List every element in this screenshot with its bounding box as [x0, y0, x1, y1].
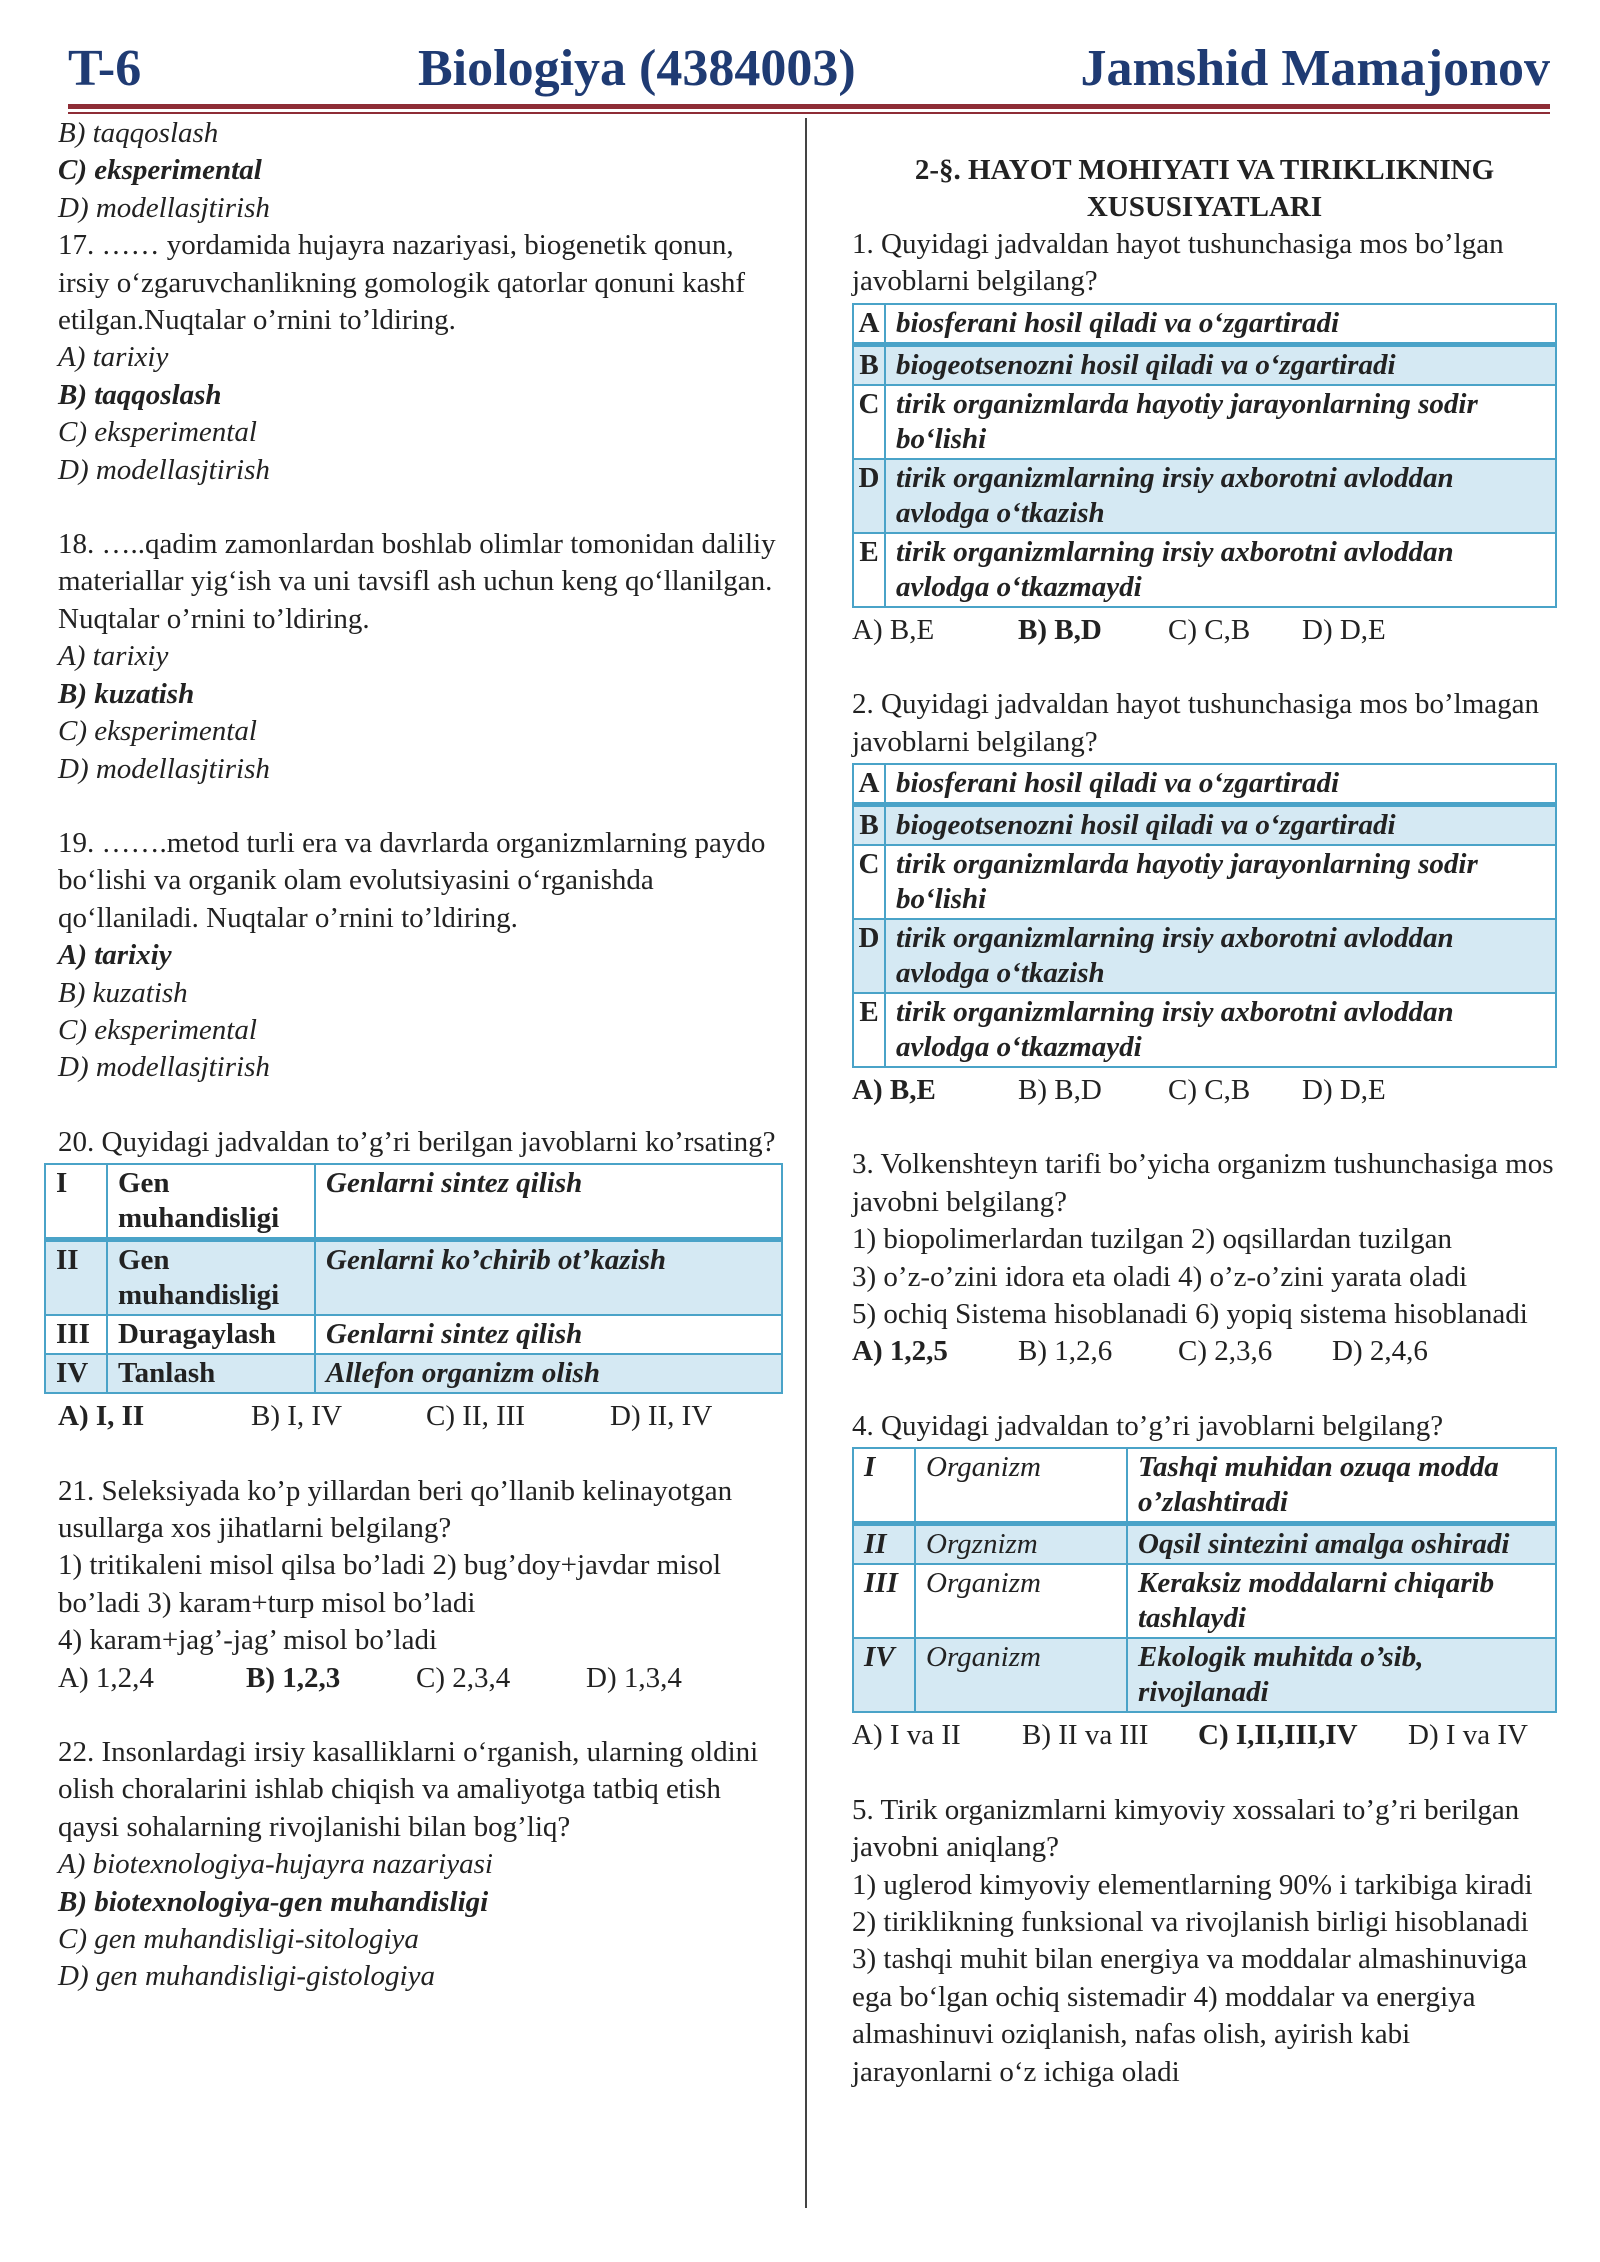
- q19-option-a: A) tarixiy: [58, 939, 172, 972]
- row-field: Tanlash: [107, 1354, 315, 1393]
- r-q4-table: [852, 1447, 1557, 1713]
- answer-option: C) I,II,III,IV: [1198, 1719, 1358, 1752]
- answer-option: C) 2,3,4: [416, 1661, 511, 1694]
- answer-option: B) B,D: [1018, 613, 1102, 646]
- row-key: D: [853, 919, 885, 993]
- row-key: D: [853, 459, 885, 533]
- q18-option-d: D) modellasjtirish: [58, 752, 270, 785]
- table-row: [853, 845, 1556, 919]
- row-key: C: [853, 385, 885, 459]
- table-row: [45, 1164, 782, 1240]
- row-number: II: [853, 1524, 915, 1565]
- header-rule-thin: [68, 112, 1550, 114]
- row-value: tirik organizmlarda hayotiy jarayonlarning sodir bo‘lishi: [885, 385, 1556, 459]
- row-value: biosferani hosil qiladi va o‘zgartiradi: [885, 304, 1556, 345]
- column-divider: [805, 118, 807, 2208]
- table-row: [853, 1448, 1556, 1524]
- q17-option-d: D) modellasjtirish: [58, 453, 270, 486]
- row-key: A: [853, 304, 885, 345]
- row-desc: Allefon organizm olish: [315, 1354, 782, 1393]
- q22-option-d: D) gen muhandisligi-gistologiya: [58, 1960, 435, 1993]
- table-row: [45, 1354, 782, 1393]
- r-q5-text: 5. Tirik organizmlarni kimyoviy xossalari to’g’ri berilgan javobni aniqlang?: [852, 1793, 1520, 1864]
- left-column: [58, 115, 783, 1996]
- row-key: E: [853, 993, 885, 1067]
- row-number: IV: [853, 1638, 915, 1712]
- row-desc: Ekologik muhitda o’sib, rivojlanadi: [1127, 1638, 1556, 1712]
- answer-option: A) I va II: [852, 1719, 961, 1752]
- q18-option-a: A) tarixiy: [58, 640, 169, 673]
- row-name: Orgznizm: [915, 1524, 1127, 1565]
- row-value: biosferani hosil qiladi va o‘zgartiradi: [885, 764, 1556, 805]
- answer-option: B) II va III: [1022, 1719, 1149, 1752]
- answer-option: D) 1,3,4: [586, 1661, 682, 1694]
- q19-option-d: D) modellasjtirish: [58, 1051, 270, 1084]
- answer-option: A) 1,2,4: [58, 1661, 154, 1694]
- answer-option: C) 2,3,6: [1178, 1335, 1273, 1368]
- q21-line2: 4) karam+jag’-jag’ misol bo’ladi: [58, 1624, 437, 1657]
- row-number: IV: [45, 1354, 107, 1393]
- answer-option: A) B,E: [852, 613, 935, 646]
- row-name: Organizm: [915, 1638, 1127, 1712]
- r-q1-table: [852, 303, 1557, 608]
- row-value: tirik organizmlarda hayotiy jarayonlarning sodir bo‘lishi: [885, 845, 1556, 919]
- row-number: I: [853, 1448, 915, 1524]
- r-q2-table: [852, 763, 1557, 1068]
- table-row: [853, 533, 1556, 607]
- r-q1-text: 1. Quyidagi jadvaldan hayot tushunchasiga mos bo’lgan javoblarni belgilang?: [852, 228, 1504, 298]
- row-field: Duragaylash: [107, 1315, 315, 1354]
- row-name: Organizm: [915, 1564, 1127, 1638]
- q17-option-b: B) taqqoslash: [58, 378, 222, 411]
- row-number: III: [853, 1564, 915, 1638]
- q20-answers: [58, 1398, 783, 1435]
- test-number: T-6: [68, 40, 142, 97]
- row-desc: Genlarni sintez qilish: [315, 1164, 782, 1240]
- author-name: Jamshid Mamajonov: [1080, 40, 1550, 97]
- q21-answers: [58, 1660, 783, 1697]
- q20-table: [44, 1163, 783, 1394]
- table-row: [853, 805, 1556, 846]
- row-desc: Keraksiz moddalarni chiqarib tashlaydi: [1127, 1564, 1556, 1638]
- q17-option-a: A) tarixiy: [58, 341, 169, 374]
- q20-text: 20. Quyidagi jadvaldan to’g’ri berilgan javoblarni ko’rsating?: [58, 1125, 776, 1158]
- row-number: I: [45, 1164, 107, 1240]
- r-q3-text: 3. Volkenshteyn tarifi bo’yicha organizm tushunchasiga mos javobni belgilang?: [852, 1148, 1554, 1218]
- q19-text: 19. …….metod turli era va davrlarda organizmlarning paydo bo‘lishi va organik olam evolutsiyasini o‘rganishda qo‘llaniladi. Nuqtalar o’rnini to’ldiring.: [58, 826, 766, 934]
- q18-text: 18. …..qadim zamonlardan boshlab olimlar tomonidan daliliy materiallar yig‘ish va uni tavsifl ash uchun keng qo‘llanilgan. Nuqtalar o’rnini to’ldiring.: [58, 528, 776, 635]
- table-row: [853, 1638, 1556, 1712]
- header-rule-thick: [68, 104, 1550, 109]
- answer-option: D) II, IV: [610, 1400, 713, 1433]
- row-key: B: [853, 344, 885, 385]
- row-value: biogeotsenozni hosil qiladi va o‘zgartiradi: [885, 344, 1556, 385]
- r-q3-answers: [852, 1333, 1557, 1370]
- row-value: tirik organizmlarning irsiy axborotni avloddan avlodga o‘tkazish: [885, 459, 1556, 533]
- q22-option-a: A) biotexnologiya-hujayra nazariyasi: [58, 1848, 493, 1881]
- table-row: [853, 304, 1556, 345]
- q18-option-b: B) kuzatish: [58, 677, 195, 710]
- table-row: [853, 764, 1556, 805]
- row-desc: Tashqi muhidan ozuqa modda o’zlashtiradi: [1127, 1448, 1556, 1524]
- answer-option: B) I, IV: [251, 1400, 343, 1433]
- r-q3-line3: 5) ochiq Sistema hisoblanadi 6) yopiq sistema hisoblanadi: [852, 1298, 1528, 1331]
- page-header: [68, 38, 1550, 100]
- row-value: tirik organizmlarning irsiy axborotni avloddan avlodga o‘tkazish: [885, 919, 1556, 993]
- q19-option-b: B) kuzatish: [58, 976, 188, 1009]
- table-row: [853, 919, 1556, 993]
- answer-option: C) II, III: [426, 1400, 526, 1433]
- r-q3-line2: 3) o’z-o’zini idora eta oladi 4) o’z-o’zini yarata oladi: [852, 1260, 1468, 1293]
- row-number: III: [45, 1315, 107, 1354]
- table-row: [853, 459, 1556, 533]
- answer-option: A) I, II: [58, 1400, 145, 1433]
- table-row: [853, 344, 1556, 385]
- r-q2-answers: [852, 1072, 1557, 1109]
- q16-option-b: B) taqqoslash: [58, 117, 219, 149]
- right-column: [852, 152, 1557, 2091]
- q16-option-c: C) eksperimental: [58, 154, 262, 187]
- q17-text: 17. …… yordamida hujayra nazariyasi, biogenetik qonun, irsiy o‘zgaruvchanlikning gomologik qatorlar qonuni kashf etilgan.Nuqtalar o’rnini to’ldiring.: [58, 229, 745, 337]
- answer-option: A) 1,2,5: [852, 1335, 948, 1368]
- table-row: [853, 993, 1556, 1067]
- r-q5-body: 1) uglerod kimyoviy elementlarning 90% i tarkibiga kiradi 2) tiriklikning funksional va rivojlanish birligi hisoblanadi 3) tashqi muhit bilan energiya va moddalar almashinuviga ega bo‘lgan ochiq sistemadir 4) moddalar va energiya almashinuvi oziqlanish, nafas olish, ayirish kabi jarayonlarni o‘z ichiga oladi: [852, 1868, 1533, 2088]
- row-desc: Oqsil sintezini amalga oshiradi: [1127, 1524, 1556, 1565]
- answer-option: B) 1,2,6: [1018, 1335, 1113, 1368]
- row-field: Gen muhandisligi: [107, 1240, 315, 1316]
- q22-option-c: C) gen muhandisligi-sitologiya: [58, 1923, 419, 1956]
- q16-option-d: D) modellasjtirish: [58, 191, 270, 224]
- answer-option: D) D,E: [1302, 613, 1386, 646]
- answer-option: B) 1,2,3: [246, 1661, 341, 1694]
- row-value: biogeotsenozni hosil qiladi va o‘zgartiradi: [885, 805, 1556, 846]
- r-q1-answers: [852, 612, 1557, 649]
- table-row: [853, 1524, 1556, 1565]
- q21-line1: 1) tritikaleni misol qilsa bo’ladi 2) bug’doy+javdar misol bo’ladi 3) karam+turp misol bo’ladi: [58, 1549, 722, 1619]
- answer-option: D) 2,4,6: [1332, 1335, 1428, 1368]
- answer-option: D) D,E: [1302, 1074, 1386, 1107]
- answer-option: C) C,B: [1168, 1074, 1251, 1107]
- q17-option-c: C) eksperimental: [58, 416, 257, 449]
- row-key: E: [853, 533, 885, 607]
- row-key: B: [853, 805, 885, 846]
- table-row: [45, 1315, 782, 1354]
- row-value: tirik organizmlarning irsiy axborotni avloddan avlodga o‘tkazmaydi: [885, 533, 1556, 607]
- row-name: Organizm: [915, 1448, 1127, 1524]
- q19-option-c: C) eksperimental: [58, 1013, 257, 1046]
- row-value: tirik organizmlarning irsiy axborotni avloddan avlodga o‘tkazmaydi: [885, 993, 1556, 1067]
- row-field: Gen muhandisligi: [107, 1164, 315, 1240]
- row-key: C: [853, 845, 885, 919]
- r-q4-text: 4. Quyidagi jadvaldan to’g’ri javoblarni belgilang?: [852, 1409, 1444, 1442]
- q22-text: 22. Insonlardagi irsiy kasalliklarni o‘rganish, ularning oldini olish choralarini ishlab chiqish va amaliyotga tatbiq etish qaysi sohalarning rivojlanishi bilan bog’liq?: [58, 1736, 759, 1843]
- table-row: [45, 1240, 782, 1316]
- table-row: [853, 385, 1556, 459]
- table-row: [853, 1564, 1556, 1638]
- r-q4-answers: [852, 1717, 1557, 1754]
- answer-option: A) B,E: [852, 1074, 936, 1107]
- answer-option: D) I va IV: [1408, 1719, 1528, 1752]
- q18-option-c: C) eksperimental: [58, 715, 257, 748]
- r-q2-text: 2. Quyidagi jadvaldan hayot tushunchasiga mos bo’lmagan javoblarni belgilang?: [852, 688, 1539, 758]
- answer-option: C) C,B: [1168, 613, 1251, 646]
- q22-option-b: B) biotexnologiya-gen muhandisligi: [58, 1885, 489, 1918]
- r-q3-line1: 1) biopolimerlardan tuzilgan 2) oqsillardan tuzilgan: [852, 1223, 1452, 1256]
- answer-option: B) B,D: [1018, 1074, 1102, 1107]
- row-number: II: [45, 1240, 107, 1316]
- section-title: 2-§. HAYOT MOHIYATI VA TIRIKLIKNING XUSUSIYATLARI: [914, 154, 1495, 223]
- row-key: A: [853, 764, 885, 805]
- subject-title: Biologiya (4384003): [418, 40, 856, 97]
- q21-text: 21. Seleksiyada ko’p yillardan beri qo’llanib kelinayotgan usullarga xos jihatlarni belgilang?: [58, 1474, 733, 1544]
- row-desc: Genlarni ko’chirib ot’kazish: [315, 1240, 782, 1316]
- row-desc: Genlarni sintez qilish: [315, 1315, 782, 1354]
